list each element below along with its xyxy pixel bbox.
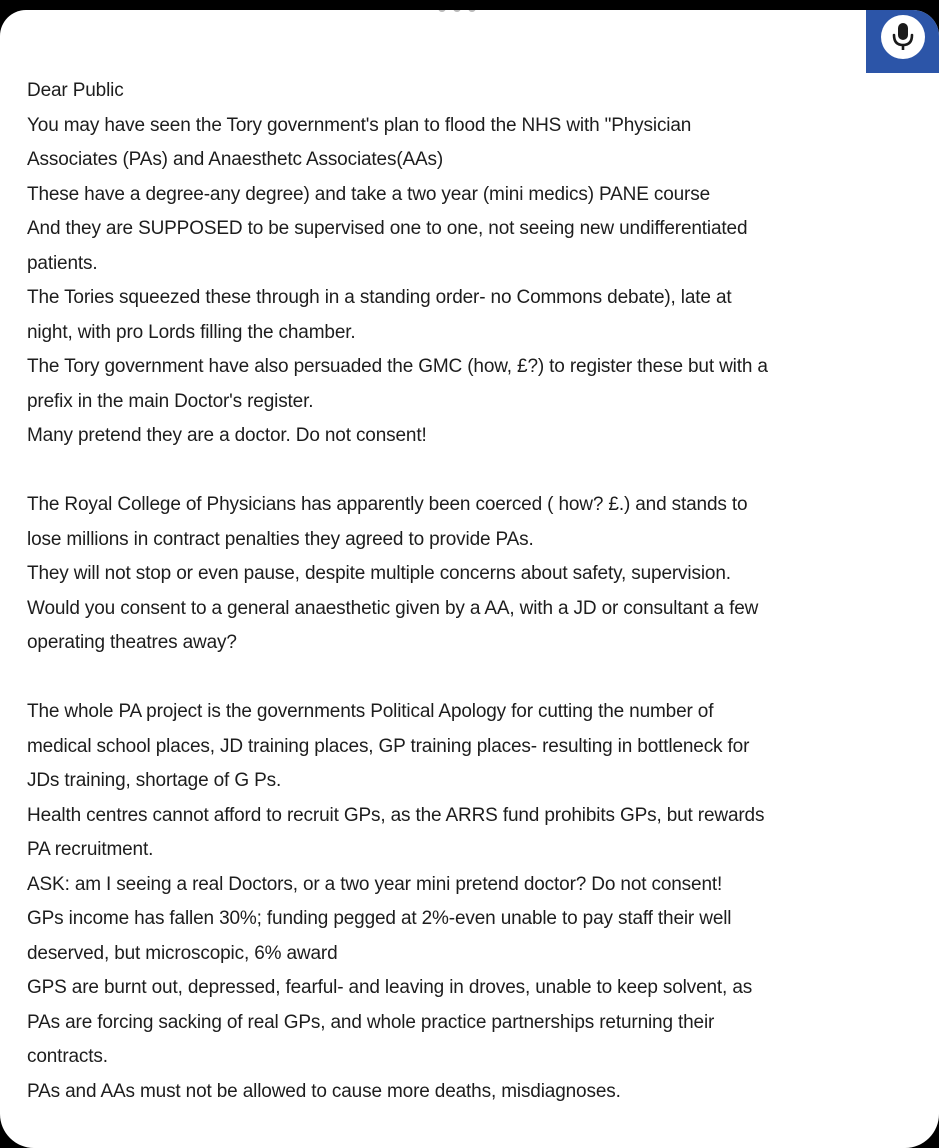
text-line: PAs and AAs must not be allowed to cause more deaths, misdiagnoses. xyxy=(27,1080,621,1102)
text-line: prefix in the main Doctor's register. xyxy=(27,390,314,412)
text-line: operating theatres away? xyxy=(27,632,237,653)
text-line: Dear Public xyxy=(27,80,124,101)
text-line: Would you consent to a general anaesthetic given by a AA, with a JD or consultant a few xyxy=(27,597,759,619)
message-body xyxy=(27,74,932,1109)
text-line: JDs training, shortage of G Ps. xyxy=(27,770,282,791)
message-card xyxy=(0,10,939,1148)
text-line: The Tory government have also persuaded the GMC (how, £?) to register these but with a xyxy=(27,356,768,377)
text-line: PAs are forcing sacking of real GPs, and whole practice partnerships returning their xyxy=(27,1011,715,1033)
text-line: GPs income has fallen 30%; funding pegged at 2%-even unable to pay staff their well xyxy=(27,908,732,929)
text-line: Health centres cannot afford to recruit GPs, as the ARRS fund prohibits GPs, but rewards xyxy=(27,804,765,826)
ellipsis-icon[interactable] xyxy=(438,10,476,12)
paragraph-spacer xyxy=(27,661,932,696)
microphone-icon xyxy=(881,15,925,59)
paragraph xyxy=(27,488,932,661)
text-line: Associates (PAs) and Anaesthetc Associates(AAs) xyxy=(27,149,444,170)
text-line: And they are SUPPOSED to be supervised one to one, not seeing new undifferentiated xyxy=(27,218,748,239)
text-line: The Royal College of Physicians has apparently been coerced ( how? £.) and stands to xyxy=(27,494,748,515)
paragraph xyxy=(27,74,932,454)
paragraph xyxy=(27,695,932,1109)
text-line: You may have seen the Tory government's plan to flood the NHS with "Physician xyxy=(27,114,692,136)
text-line: deserved, but microscopic, 6% award xyxy=(27,942,338,964)
text-line: patients. xyxy=(27,252,98,274)
text-line: PA recruitment. xyxy=(27,839,154,860)
text-line: Many pretend they are a doctor. Do not consent! xyxy=(27,425,427,446)
text-line: lose millions in contract penalties they agreed to provide PAs. xyxy=(27,528,534,550)
microphone-button[interactable] xyxy=(866,10,939,73)
text-line: ASK: am I seeing a real Doctors, or a two year mini pretend doctor? Do not consent! xyxy=(27,873,723,895)
text-line: They will not stop or even pause, despite multiple concerns about safety, supervision. xyxy=(27,563,731,584)
text-line: night, with pro Lords filling the chamber. xyxy=(27,321,356,343)
text-line: These have a degree-any degree) and take a two year (mini medics) PANE course xyxy=(27,183,710,205)
text-line: GPS are burnt out, depressed, fearful- and leaving in droves, unable to keep solvent, as xyxy=(27,977,753,998)
text-line: The whole PA project is the governments Political Apology for cutting the number of xyxy=(27,701,714,722)
text-line: medical school places, JD training places, GP training places- resulting in bottleneck for xyxy=(27,735,750,757)
text-line: contracts. xyxy=(27,1046,108,1067)
paragraph-spacer xyxy=(27,454,932,489)
text-line: The Tories squeezed these through in a standing order- no Commons debate), late at xyxy=(27,287,732,308)
